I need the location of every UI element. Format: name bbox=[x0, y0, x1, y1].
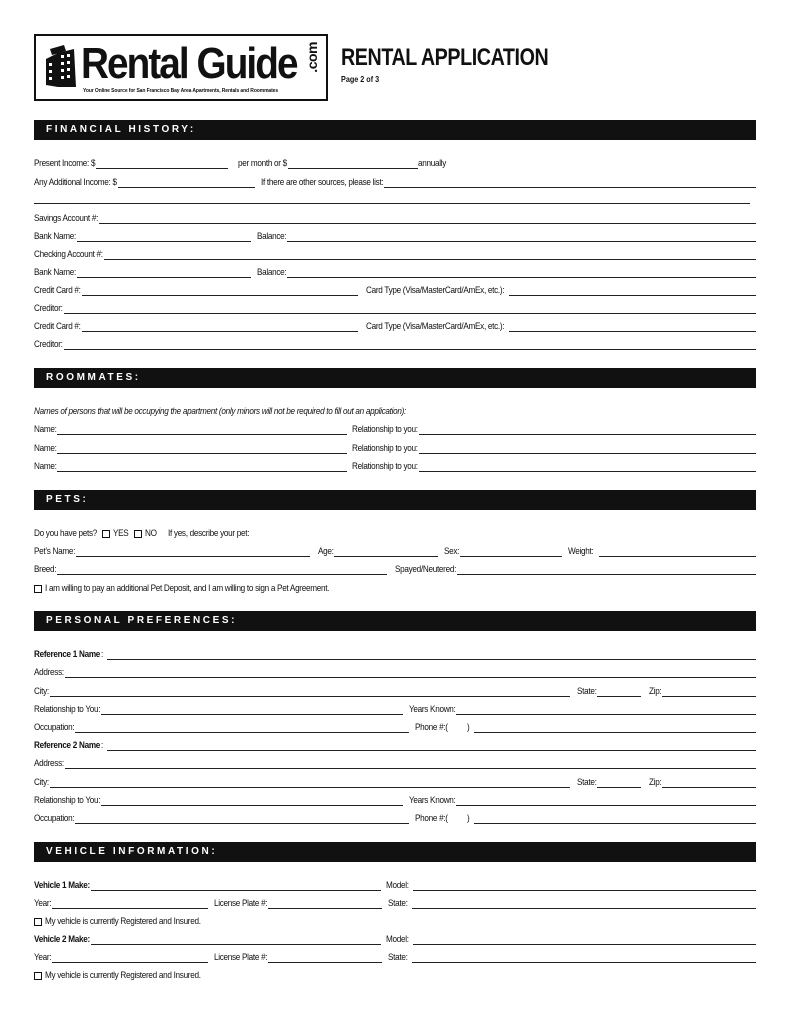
pets-question: Do you have pets? bbox=[34, 528, 98, 539]
pet-deposit-checkbox[interactable] bbox=[34, 585, 42, 593]
roommate-name-label: Name: bbox=[34, 461, 57, 472]
section-header-roommates: ROOMMATES: bbox=[34, 368, 756, 388]
colon: : bbox=[100, 649, 103, 660]
section-header-pets: PETS: bbox=[34, 490, 756, 510]
roommate-relationship-field-1[interactable] bbox=[419, 425, 756, 435]
pet-deposit-row bbox=[34, 581, 756, 595]
pets-yes-checkbox[interactable] bbox=[102, 530, 110, 538]
reference-2-address-row bbox=[34, 756, 756, 770]
reference-2-address-field[interactable] bbox=[65, 759, 756, 769]
reference-2-relationship-field[interactable] bbox=[101, 796, 403, 806]
checking-account-field[interactable] bbox=[104, 250, 756, 260]
pet-details-row bbox=[34, 544, 756, 558]
savings-account-field[interactable] bbox=[99, 214, 756, 224]
annual-income-field[interactable] bbox=[288, 159, 418, 169]
vehicle-2-registered-row bbox=[34, 968, 756, 982]
reference-1-phone-field[interactable] bbox=[474, 723, 756, 733]
bank-name-label: Bank Name: bbox=[34, 231, 76, 242]
phone-label: Phone #:( bbox=[415, 722, 448, 733]
reference-2-city-field[interactable] bbox=[50, 778, 570, 788]
creditor-field-2[interactable] bbox=[64, 340, 757, 350]
pets-no-checkbox[interactable] bbox=[134, 530, 142, 538]
vehicle-2-model-field[interactable] bbox=[413, 935, 756, 945]
reference-2-zip-field[interactable] bbox=[662, 778, 756, 788]
reference-1-address-field[interactable] bbox=[65, 668, 756, 678]
years-known-label: Years Known: bbox=[409, 795, 456, 806]
other-sources-field[interactable] bbox=[384, 178, 756, 188]
pet-breed-field[interactable] bbox=[57, 565, 387, 575]
pet-spayed-label: Spayed/Neutered: bbox=[395, 564, 457, 575]
bank-name-row-2 bbox=[34, 265, 756, 279]
additional-income-label: Any Additional Income: $ bbox=[34, 177, 117, 188]
model-label: Model: bbox=[385, 934, 409, 945]
vehicle-1-year-row bbox=[34, 896, 756, 910]
pet-spayed-field[interactable] bbox=[457, 565, 756, 575]
pets-no-label: NO bbox=[145, 528, 157, 539]
per-month-label: per month or $ bbox=[238, 158, 288, 169]
reference-1-address-row bbox=[34, 665, 756, 679]
reference-1-name-field[interactable] bbox=[107, 650, 756, 660]
vehicle-2-year-field[interactable] bbox=[52, 953, 208, 963]
additional-income-field[interactable] bbox=[118, 178, 255, 188]
roommate-name-field-3[interactable] bbox=[57, 462, 347, 472]
pet-name-label: Pet’s Name: bbox=[34, 546, 76, 557]
bank-name-label: Bank Name: bbox=[34, 267, 76, 278]
logo-wordmark: Rental Guide bbox=[81, 39, 297, 88]
other-sources-field-2[interactable] bbox=[34, 203, 750, 204]
credit-card-row-1 bbox=[34, 283, 756, 297]
reference-1-occupation-row bbox=[34, 720, 756, 734]
state-label: State: bbox=[576, 686, 597, 697]
bank-name-field-2[interactable] bbox=[77, 268, 251, 278]
reference-1-city-row bbox=[34, 684, 756, 698]
relationship-label: Relationship to You: bbox=[34, 795, 101, 806]
present-income-field[interactable] bbox=[96, 159, 228, 169]
reference-1-relationship-field[interactable] bbox=[101, 705, 403, 715]
section-header-preferences: PERSONAL PREFERENCES: bbox=[34, 611, 756, 631]
vehicle-1-plate-field[interactable] bbox=[268, 899, 382, 909]
creditor-label: Creditor: bbox=[34, 303, 63, 314]
pet-weight-field[interactable] bbox=[599, 547, 756, 557]
card-type-field-1[interactable] bbox=[509, 286, 756, 296]
savings-account-row bbox=[34, 211, 756, 225]
city-label: City: bbox=[34, 777, 49, 788]
page-number: Page 2 of 3 bbox=[341, 74, 380, 84]
logo bbox=[34, 34, 328, 101]
reference-1-zip-field[interactable] bbox=[662, 687, 756, 697]
phone-close: ) bbox=[466, 813, 470, 824]
vehicle-1-make-field[interactable] bbox=[91, 881, 381, 891]
balance-label: Balance: bbox=[256, 231, 287, 242]
pet-name-field[interactable] bbox=[76, 547, 310, 557]
credit-card-field-2[interactable] bbox=[82, 322, 358, 332]
relationship-label: Relationship to you: bbox=[352, 461, 419, 472]
reference-2-occupation-row bbox=[34, 811, 756, 825]
balance-field-2[interactable] bbox=[287, 268, 756, 278]
present-income-row bbox=[34, 156, 756, 170]
reference-2-phone-field[interactable] bbox=[474, 814, 756, 824]
vehicle-2-make-field[interactable] bbox=[91, 935, 381, 945]
checking-account-label: Checking Account #: bbox=[34, 249, 103, 260]
reference-1-city-field[interactable] bbox=[50, 687, 570, 697]
roommate-name-field-1[interactable] bbox=[57, 425, 347, 435]
roommate-row-2 bbox=[34, 441, 756, 455]
creditor-field-1[interactable] bbox=[64, 304, 757, 314]
pet-breed-row bbox=[34, 562, 756, 576]
card-type-label: Card Type (Visa/MasterCard/AmEx, etc.): bbox=[365, 321, 504, 332]
vehicle-2-plate-field[interactable] bbox=[268, 953, 382, 963]
vehicle-1-make-row bbox=[34, 878, 756, 892]
roommate-relationship-field-3[interactable] bbox=[419, 462, 756, 472]
pet-breed-label: Breed: bbox=[34, 564, 57, 575]
vehicle-1-year-field[interactable] bbox=[52, 899, 208, 909]
vehicle-state-label: State: bbox=[388, 952, 408, 963]
vehicle-1-registered-row bbox=[34, 914, 756, 928]
address-label: Address: bbox=[34, 758, 64, 769]
creditor-row-2 bbox=[34, 337, 756, 351]
license-plate-label: License Plate #: bbox=[214, 952, 268, 963]
roommate-name-label: Name: bbox=[34, 443, 57, 454]
additional-income-row bbox=[34, 175, 756, 189]
pets-question-row bbox=[34, 526, 756, 540]
pet-sex-field[interactable] bbox=[460, 547, 562, 557]
occupation-label: Occupation: bbox=[34, 722, 75, 733]
zip-label: Zip: bbox=[649, 777, 662, 788]
vehicle-1-state-field[interactable] bbox=[412, 899, 756, 909]
credit-card-label: Credit Card #: bbox=[34, 321, 81, 332]
vehicle-2-make-row bbox=[34, 932, 756, 946]
bank-name-row-1 bbox=[34, 229, 756, 243]
relationship-label: Relationship to you: bbox=[352, 443, 419, 454]
balance-field-1[interactable] bbox=[287, 232, 756, 242]
zip-label: Zip: bbox=[649, 686, 662, 697]
creditor-label: Creditor: bbox=[34, 339, 63, 350]
state-label: State: bbox=[576, 777, 597, 788]
roommates-intro-row bbox=[34, 404, 756, 418]
address-label: Address: bbox=[34, 667, 64, 678]
model-label: Model: bbox=[385, 880, 409, 891]
reference-2-state-field[interactable] bbox=[597, 778, 641, 788]
reference-1-occupation-field[interactable] bbox=[75, 723, 409, 733]
card-type-field-2[interactable] bbox=[509, 322, 756, 332]
reference-1-state-field[interactable] bbox=[597, 687, 641, 697]
pets-describe-label: If yes, describe your pet: bbox=[167, 528, 249, 539]
pet-weight-label: Weight: bbox=[568, 546, 594, 557]
credit-card-row-2 bbox=[34, 319, 756, 333]
logo-domain: .com bbox=[304, 42, 320, 73]
section-header-financial: FINANCIAL HISTORY: bbox=[34, 120, 756, 140]
vehicle-1-registered-label: My vehicle is currently Registered and Insured. bbox=[45, 916, 201, 927]
vehicle-2-year-row bbox=[34, 950, 756, 964]
creditor-row-1 bbox=[34, 301, 756, 315]
reference-2-name-row bbox=[34, 738, 756, 752]
license-plate-label: License Plate #: bbox=[214, 898, 268, 909]
logo-tagline: Your Online Source for San Francisco Bay Area Apartments, Rentals and Roommates bbox=[83, 88, 279, 94]
pet-deposit-label: I am willing to pay an additional Pet Deposit, and I am willing to sign a Pet Agreement. bbox=[45, 583, 330, 594]
pet-sex-label: Sex: bbox=[444, 546, 460, 557]
building-icon bbox=[44, 45, 78, 89]
reference-1-label: Reference 1 Name bbox=[34, 649, 101, 660]
credit-card-label: Credit Card #: bbox=[34, 285, 81, 296]
vehicle-2-registered-checkbox[interactable] bbox=[34, 972, 42, 980]
vehicle-2-registered-label: My vehicle is currently Registered and Insured. bbox=[45, 970, 201, 981]
city-label: City: bbox=[34, 686, 49, 697]
reference-1-relationship-row bbox=[34, 702, 756, 716]
year-label: Year: bbox=[34, 898, 52, 909]
reference-2-occupation-field[interactable] bbox=[75, 814, 409, 824]
reference-2-city-row bbox=[34, 775, 756, 789]
annually-label: annually bbox=[417, 158, 446, 169]
roommate-name-field-2[interactable] bbox=[57, 444, 347, 454]
page-title: RENTAL APPLICATION bbox=[341, 44, 549, 71]
card-type-label: Card Type (Visa/MasterCard/AmEx, etc.): bbox=[365, 285, 504, 296]
roommates-intro: Names of persons that will be occupying the apartment (only minors will not be required to fill out an application): bbox=[34, 406, 406, 417]
roommate-relationship-field-2[interactable] bbox=[419, 444, 756, 454]
relationship-label: Relationship to you: bbox=[352, 424, 419, 435]
savings-account-label: Savings Account #: bbox=[34, 213, 99, 224]
relationship-label: Relationship to You: bbox=[34, 704, 101, 715]
other-sources-label: If there are other sources, please list: bbox=[260, 177, 383, 188]
present-income-label: Present Income: $ bbox=[34, 158, 96, 169]
vehicle-2-make-label: Vehicle 2 Make: bbox=[34, 934, 90, 945]
section-header-vehicle: VEHICLE INFORMATION: bbox=[34, 842, 756, 862]
roommate-row-1 bbox=[34, 422, 756, 436]
checking-account-row bbox=[34, 247, 756, 261]
reference-2-years-known-field[interactable] bbox=[456, 796, 756, 806]
pet-age-label: Age: bbox=[317, 546, 334, 557]
occupation-label: Occupation: bbox=[34, 813, 75, 824]
vehicle-2-state-field[interactable] bbox=[412, 953, 756, 963]
credit-card-field-1[interactable] bbox=[82, 286, 358, 296]
reference-1-years-known-field[interactable] bbox=[456, 705, 756, 715]
vehicle-state-label: State: bbox=[388, 898, 408, 909]
colon: : bbox=[100, 740, 103, 751]
reference-1-name-row bbox=[34, 647, 756, 661]
balance-label: Balance: bbox=[256, 267, 287, 278]
reference-2-relationship-row bbox=[34, 793, 756, 807]
pets-yes-label: YES bbox=[112, 528, 129, 539]
reference-2-name-field[interactable] bbox=[107, 741, 756, 751]
years-known-label: Years Known: bbox=[409, 704, 456, 715]
vehicle-1-registered-checkbox[interactable] bbox=[34, 918, 42, 926]
reference-2-label: Reference 2 Name bbox=[34, 740, 101, 751]
phone-close: ) bbox=[466, 722, 470, 733]
pet-age-field[interactable] bbox=[334, 547, 438, 557]
bank-name-field-1[interactable] bbox=[77, 232, 251, 242]
roommate-name-label: Name: bbox=[34, 424, 57, 435]
phone-label: Phone #:( bbox=[415, 813, 448, 824]
vehicle-1-make-label: Vehicle 1 Make: bbox=[34, 880, 90, 891]
year-label: Year: bbox=[34, 952, 52, 963]
vehicle-1-model-field[interactable] bbox=[413, 881, 756, 891]
roommate-row-3 bbox=[34, 459, 756, 473]
